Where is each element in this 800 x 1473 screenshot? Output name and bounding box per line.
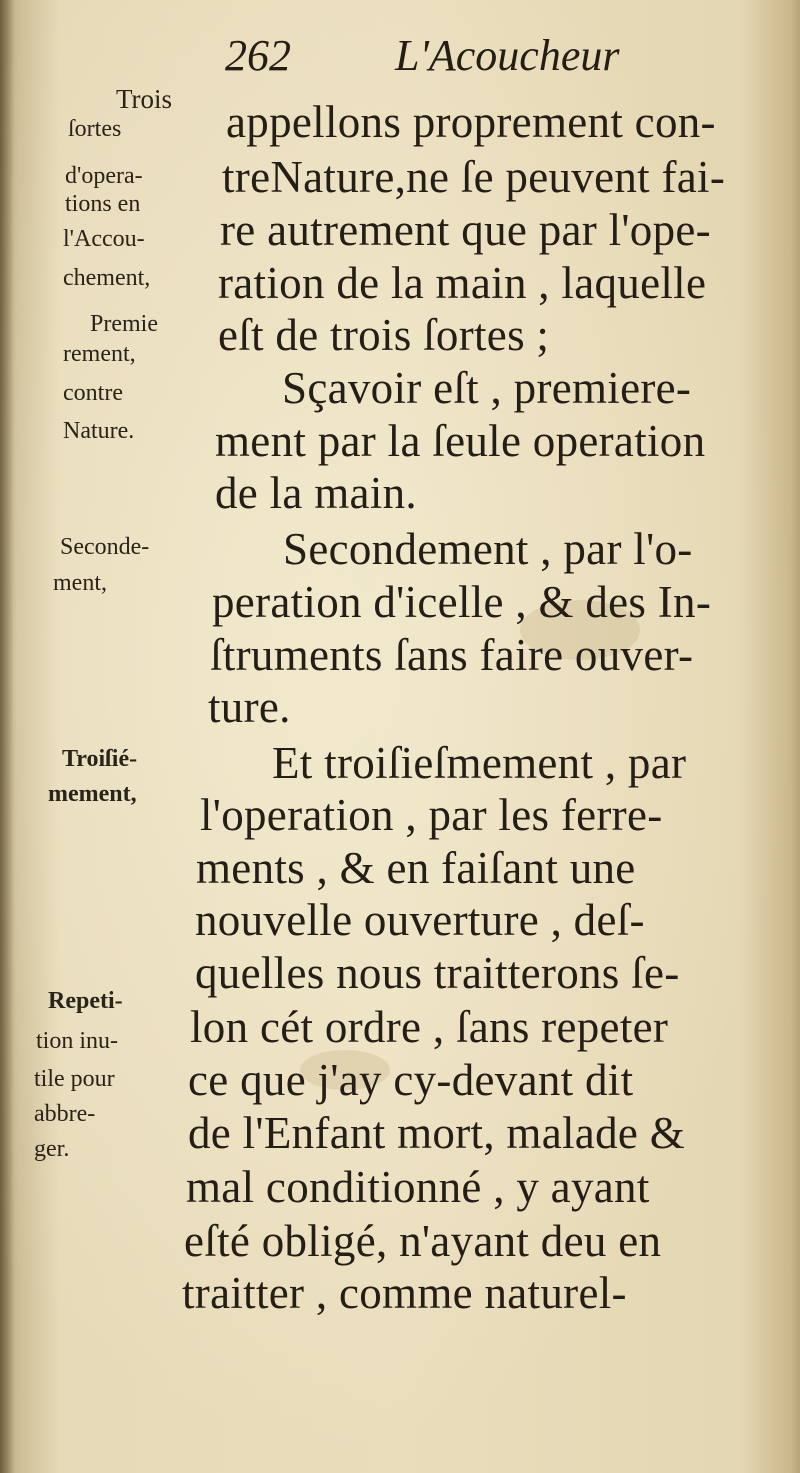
text-line: re autrement que par l'ope- [220,205,711,255]
margin-note-line: chement, [63,265,151,291]
text-line: nouvelle ouverture , deſ- [195,895,645,945]
text-line: Et troiſieſmement , par [272,738,687,788]
text-line: l'operation , par les ferre- [200,790,663,840]
margin-note-line: contre [63,380,123,406]
margin-note-line: ment, [53,570,107,596]
text-line: ture. [208,682,291,732]
text-line: treNature,ne ſe peuvent fai- [222,152,726,202]
margin-note-line: ſortes [68,116,122,142]
margin-note-line: l'Accou- [63,226,145,252]
margin-note-line: ger. [34,1136,70,1162]
margin-note-line: Nature. [63,418,135,444]
margin-note-line: Repeti- [48,988,123,1014]
text-line: de l'Enfant mort, malade & [188,1108,685,1158]
text-line: eſt de trois ſortes ; [218,310,550,360]
text-line: appellons proprement con- [226,97,716,147]
page-number: 262 [225,31,291,80]
text-line: ration de la main , laquelle [218,258,707,308]
gutter-shadow [0,0,14,1473]
text-line: ſtruments ſans faire ouver- [210,630,694,680]
margin-note-line: tile pour [34,1066,115,1092]
text-line: ments , & en faiſant une [196,843,636,893]
text-line: ment par la ſeule operation [215,416,706,466]
text-line: lon cét ordre , ſans repeter [190,1002,669,1052]
margin-note-line: Premie [90,311,158,337]
text-line: peration d'icelle , & des In- [212,577,712,627]
running-title: L'Acoucheur [395,31,620,80]
text-line: mal conditionné , y ayant [186,1162,650,1212]
margin-note-line: Trois [116,84,173,114]
margin-note-line: d'opera- [65,163,143,189]
text-line: Sçavoir eſt , premiere- [282,363,692,413]
text-line: eſté obligé, n'ayant deu en [184,1216,662,1266]
text-line: de la main. [215,468,417,518]
text-line: quelles nous traitterons ſe- [195,948,680,998]
margin-note-line: mement, [48,781,137,807]
margin-note-line: abbre- [34,1101,96,1127]
margin-note-line: Seconde- [60,534,150,560]
text-line: ce que j'ay cy-devant dit [188,1055,634,1105]
margin-note-line: tions en [65,191,141,217]
text-line: Secondement , par l'o- [283,524,693,574]
margin-note-line: tion inu- [36,1028,118,1054]
text-line: traitter , comme naturel- [182,1268,627,1318]
margin-note-line: Troiſié- [62,746,138,772]
margin-note-line: rement, [63,341,136,367]
